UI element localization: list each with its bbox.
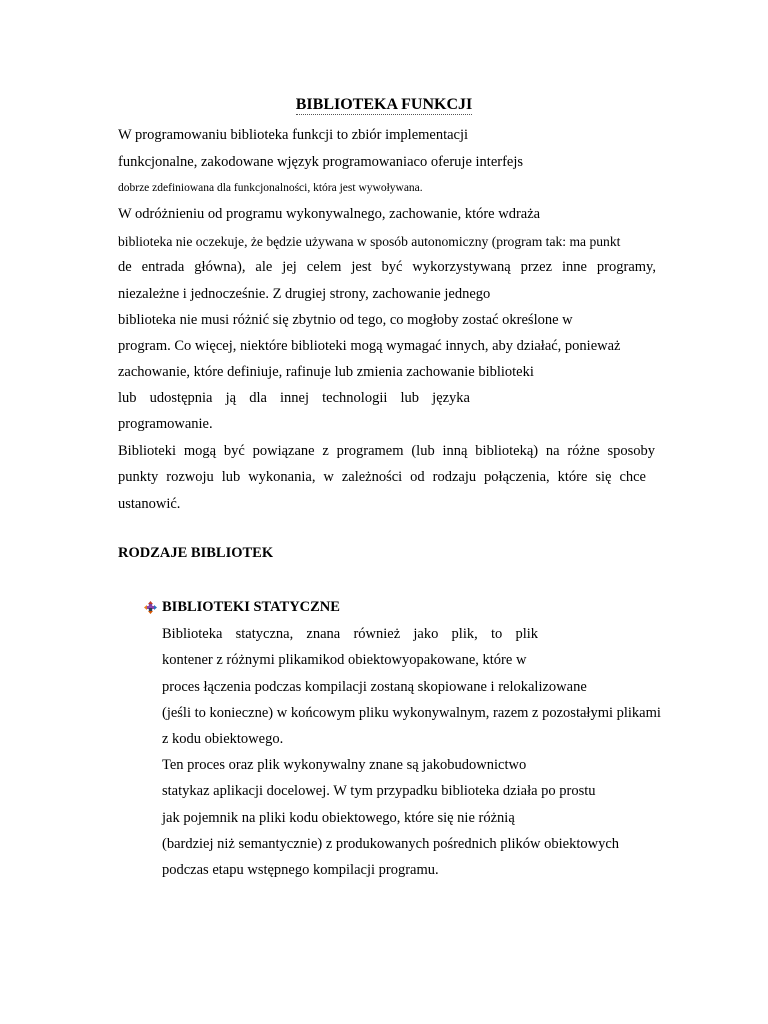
- paragraph-line: programowanie.: [118, 416, 213, 432]
- bullet-heading: [144, 599, 340, 616]
- paragraph-line: program. Co więcej, niektóre biblioteki mogą wymagać innych, aby działać, ponieważ: [118, 338, 621, 354]
- bullet-body-line: podczas etapu wstępnego kompilacji programu.: [162, 862, 439, 878]
- paragraph-line: zachowanie, które definiuje, rafinuje lub zmienia zachowanie biblioteki: [118, 364, 534, 380]
- bullet-body-line: kontener z różnymi plikamikod obiektowyopakowane, które w: [162, 652, 527, 668]
- paragraph-line: Biblioteki mogą być powiązane z programem (lub inną biblioteką) na różne sposoby: [118, 443, 655, 459]
- section-heading: RODZAJE BIBLIOTEK: [118, 545, 274, 561]
- paragraph-line: de entrada główna), ale jej celem jest być wykorzystywaną przez inne programy,: [118, 259, 656, 275]
- intro-line: funkcjonalne, zakodowane wjęzyk programowaniaco oferuje interfejs: [118, 154, 524, 170]
- bullet-body-line: proces łączenia podczas kompilacji zostaną skopiowane i relokalizowane: [162, 679, 587, 695]
- paragraph-line: ustanowić.: [118, 496, 181, 512]
- paragraph-line: punkty rozwoju lub wykonania, w zależności od rodzaju połączenia, które się chce: [118, 469, 646, 485]
- bullet-body-line: Ten proces oraz plik wykonywalny znane są jakobudownictwo: [162, 757, 527, 773]
- bullet-arrow-icon: [144, 601, 157, 614]
- document-title: [0, 96, 768, 114]
- paragraph-line: lub udostępnia ją dla innej technologii lub języka: [118, 390, 470, 406]
- paragraph-line: biblioteka nie oczekuje, że będzie używana w sposób autonomiczny (program tak: ma punkt: [118, 234, 621, 249]
- bullet-body-line: (bardziej niż semantycznie) z produkowanych pośrednich plików obiektowych: [162, 836, 620, 852]
- paragraph-line: biblioteka nie musi różnić się zbytnio od tego, co mogłoby zostać określone w: [118, 312, 573, 328]
- intro-line: dobrze zdefiniowana dla funkcjonalności, która jest wywoływana.: [118, 182, 423, 194]
- document-title-text: BIBLIOTEKA FUNKCJI: [295, 96, 473, 113]
- bullet-body-line: jak pojemnik na pliki kodu obiektowego, które się nie różnią: [162, 810, 515, 826]
- bullet-body-line: Biblioteka statyczna, znana również jako plik, to plik: [162, 626, 538, 642]
- bullet-body-line: z kodu obiektowego.: [162, 731, 284, 747]
- paragraph-line: niezależne i jednocześnie. Z drugiej strony, zachowanie jednego: [118, 286, 491, 302]
- intro-line: W programowaniu biblioteka funkcji to zbiór implementacji: [118, 127, 469, 143]
- bullet-heading-text: BIBLIOTEKI STATYCZNE: [162, 599, 340, 615]
- bullet-body-line: (jeśli to konieczne) w końcowym pliku wykonywalnym, razem z pozostałymi plikami: [162, 705, 661, 721]
- paragraph-line: W odróżnieniu od programu wykonywalnego, zachowanie, które wdraża: [118, 206, 541, 222]
- bullet-body-line: statykaz aplikacji docelowej. W tym przypadku biblioteka działa po prostu: [162, 783, 596, 799]
